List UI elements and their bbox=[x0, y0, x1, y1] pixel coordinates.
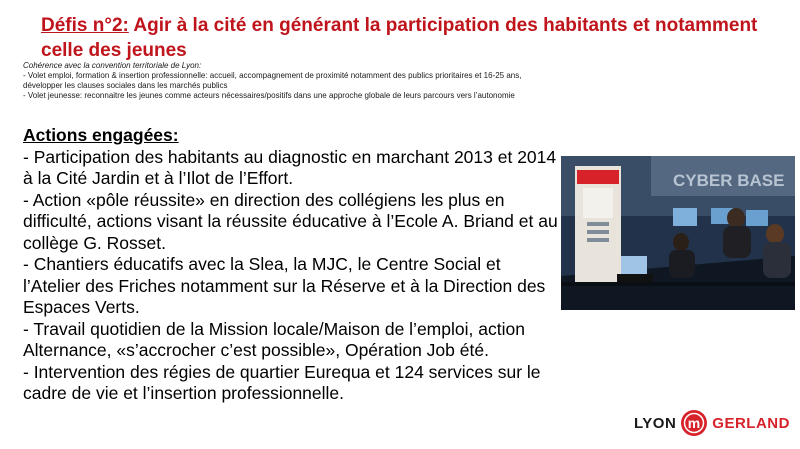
logo-gerland-text: GERLAND bbox=[712, 414, 790, 432]
coherence-line: - Volet emploi, formation & insertion professionnelle: accueil, accompagnement de proximité notamment des publics prioritaires et 16-25 ans, développer les clauses sociales dans les marchés publics bbox=[23, 71, 522, 90]
coherence-line: - Volet jeunesse: reconnaitre les jeunes comme acteurs nécessaires/positifs dans une approche globale de leurs parcours vers l’autonomie bbox=[23, 91, 515, 100]
logo-mark-icon bbox=[680, 409, 708, 437]
cyberbase-banner-text: CYBER BASE bbox=[673, 171, 785, 190]
action-item: - Intervention des régies de quartier Eurequa et 124 services sur le cadre de vie et l’insertion professionnelle. bbox=[23, 361, 541, 403]
actions-block bbox=[23, 125, 558, 405]
actions-heading: Actions engagées: bbox=[23, 125, 179, 145]
action-item: - Action «pôle réussite» en direction des collégiens les plus en difficulté, actions visant la réussite éducative à l’Ecole A. Briand et au collège G. Rosset. bbox=[23, 189, 558, 253]
action-item: - Participation des habitants au diagnostic en marchant 2013 et 2014 à la Cité Jardin et à l’Ilot de l’Effort. bbox=[23, 146, 557, 188]
logo-lyon-text: LYON bbox=[634, 414, 677, 432]
slide-title bbox=[41, 13, 781, 63]
action-item: - Travail quotidien de la Mission locale/Maison de l’emploi, action Alternance, «s’accrocher c’est possible», Opération Job été. bbox=[23, 318, 525, 360]
cyberbase-photo bbox=[561, 156, 795, 310]
slide-title-lead: Défis n°2: bbox=[41, 15, 129, 36]
coherence-heading: Cohérence avec la convention territoriale de Lyon: bbox=[23, 61, 202, 70]
slide-title-text: Agir à la cité en générant la participation des habitants et notamment celle des jeunes bbox=[41, 15, 758, 61]
lyon-gerland-logo bbox=[634, 408, 799, 438]
coherence-block bbox=[23, 61, 563, 101]
logo-mark-text: m bbox=[688, 415, 701, 431]
action-item: - Chantiers éducatifs avec la Slea, la MJC, le Centre Social et l’Atelier des Friches notamment sur la Réserve et à la Direction des Espaces Verts. bbox=[23, 254, 546, 317]
